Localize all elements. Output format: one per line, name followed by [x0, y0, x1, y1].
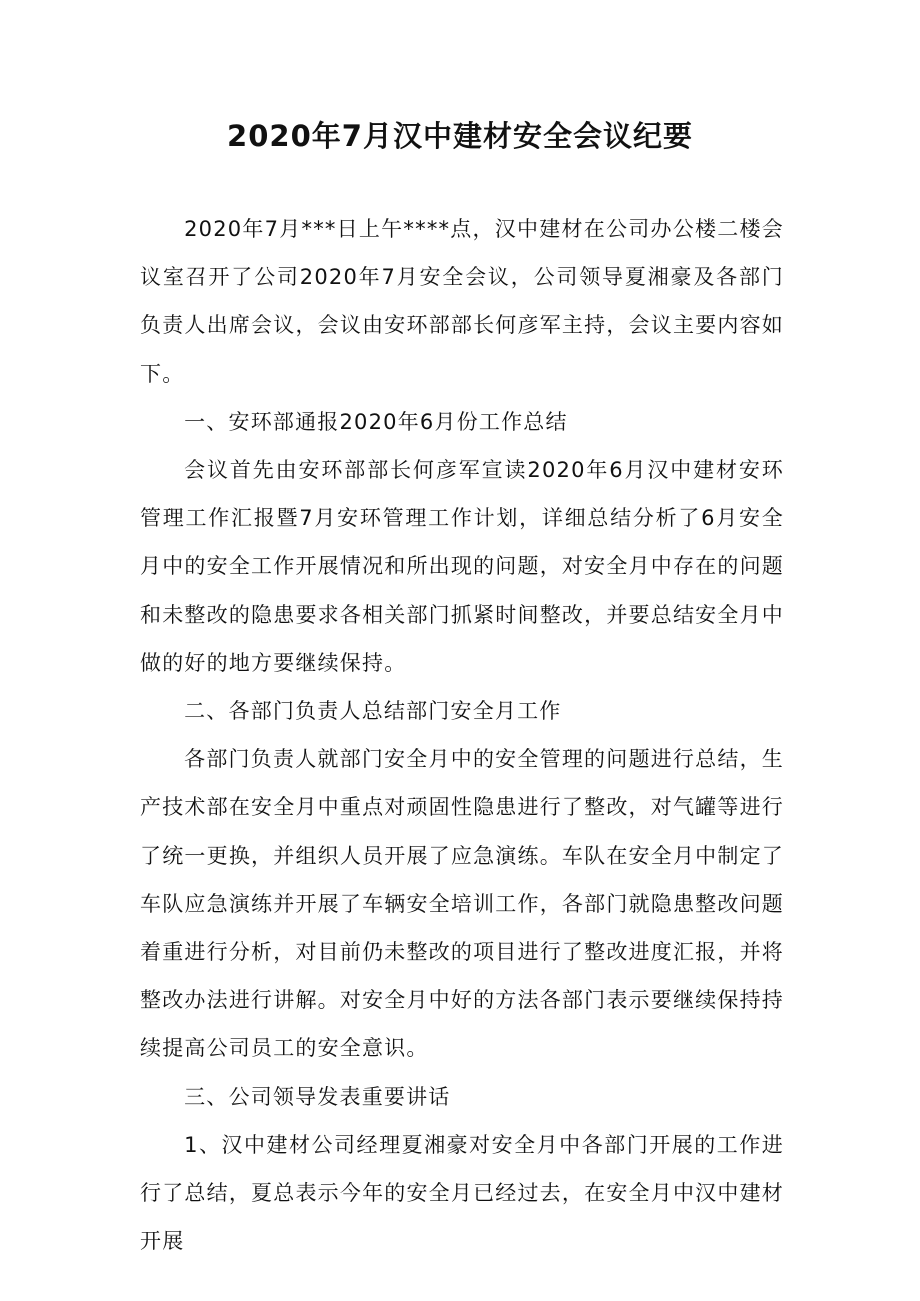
paragraph-section-1: 会议首先由安环部部长何彦军宣读2020年6月汉中建材安环管理工作汇报暨7月安环管理工作计划，详细总结分析了6月安全月中的安全工作开展情况和所出现的问题，对安全月中存在的问题和未整改的隐患要求各相关部门抓紧时间整改，并要总结安全月中做的好的地方要继续保持。 — [140, 458, 784, 675]
section-heading-2: 二、各部门负责人总结部门安全月工作 — [184, 699, 562, 724]
document-body — [140, 205, 784, 1265]
section-heading-1: 一、安环部通报2020年6月份工作总结 — [184, 409, 568, 434]
document-title: 2020年7月汉中建材安全会议纪要 — [227, 119, 693, 153]
section-heading-3: 三、公司领导发表重要讲话 — [184, 1084, 451, 1109]
paragraph-section-3-item-1: 1、汉中建材公司经理夏湘豪对安全月中各部门开展的工作进行了总结，夏总表示今年的安全月已经过去，在安全月中汉中建材开展 — [140, 1132, 784, 1254]
paragraph-intro: 2020年7月***日上午****点，汉中建材在公司办公楼二楼会议室召开了公司2020年7月安全会议，公司领导夏湘豪及各部门负责人出席会议，会议由安环部部长何彦军主持，会议主要内容如下。 — [140, 217, 784, 386]
paragraph-section-2: 各部门负责人就部门安全月中的安全管理的问题进行总结，生产技术部在安全月中重点对顽固性隐患进行了整改，对气罐等进行了统一更换，并组织人员开展了应急演练。车队在安全月中制定了车队应急演练并开展了车辆安全培训工作，各部门就隐患整改问题着重进行分析，对目前仍未整改的项目进行了整改进度汇报，并将整改办法进行讲解。对安全月中好的方法各部门表示要继续保持持续提高公司员工的安全意识。 — [140, 747, 784, 1061]
